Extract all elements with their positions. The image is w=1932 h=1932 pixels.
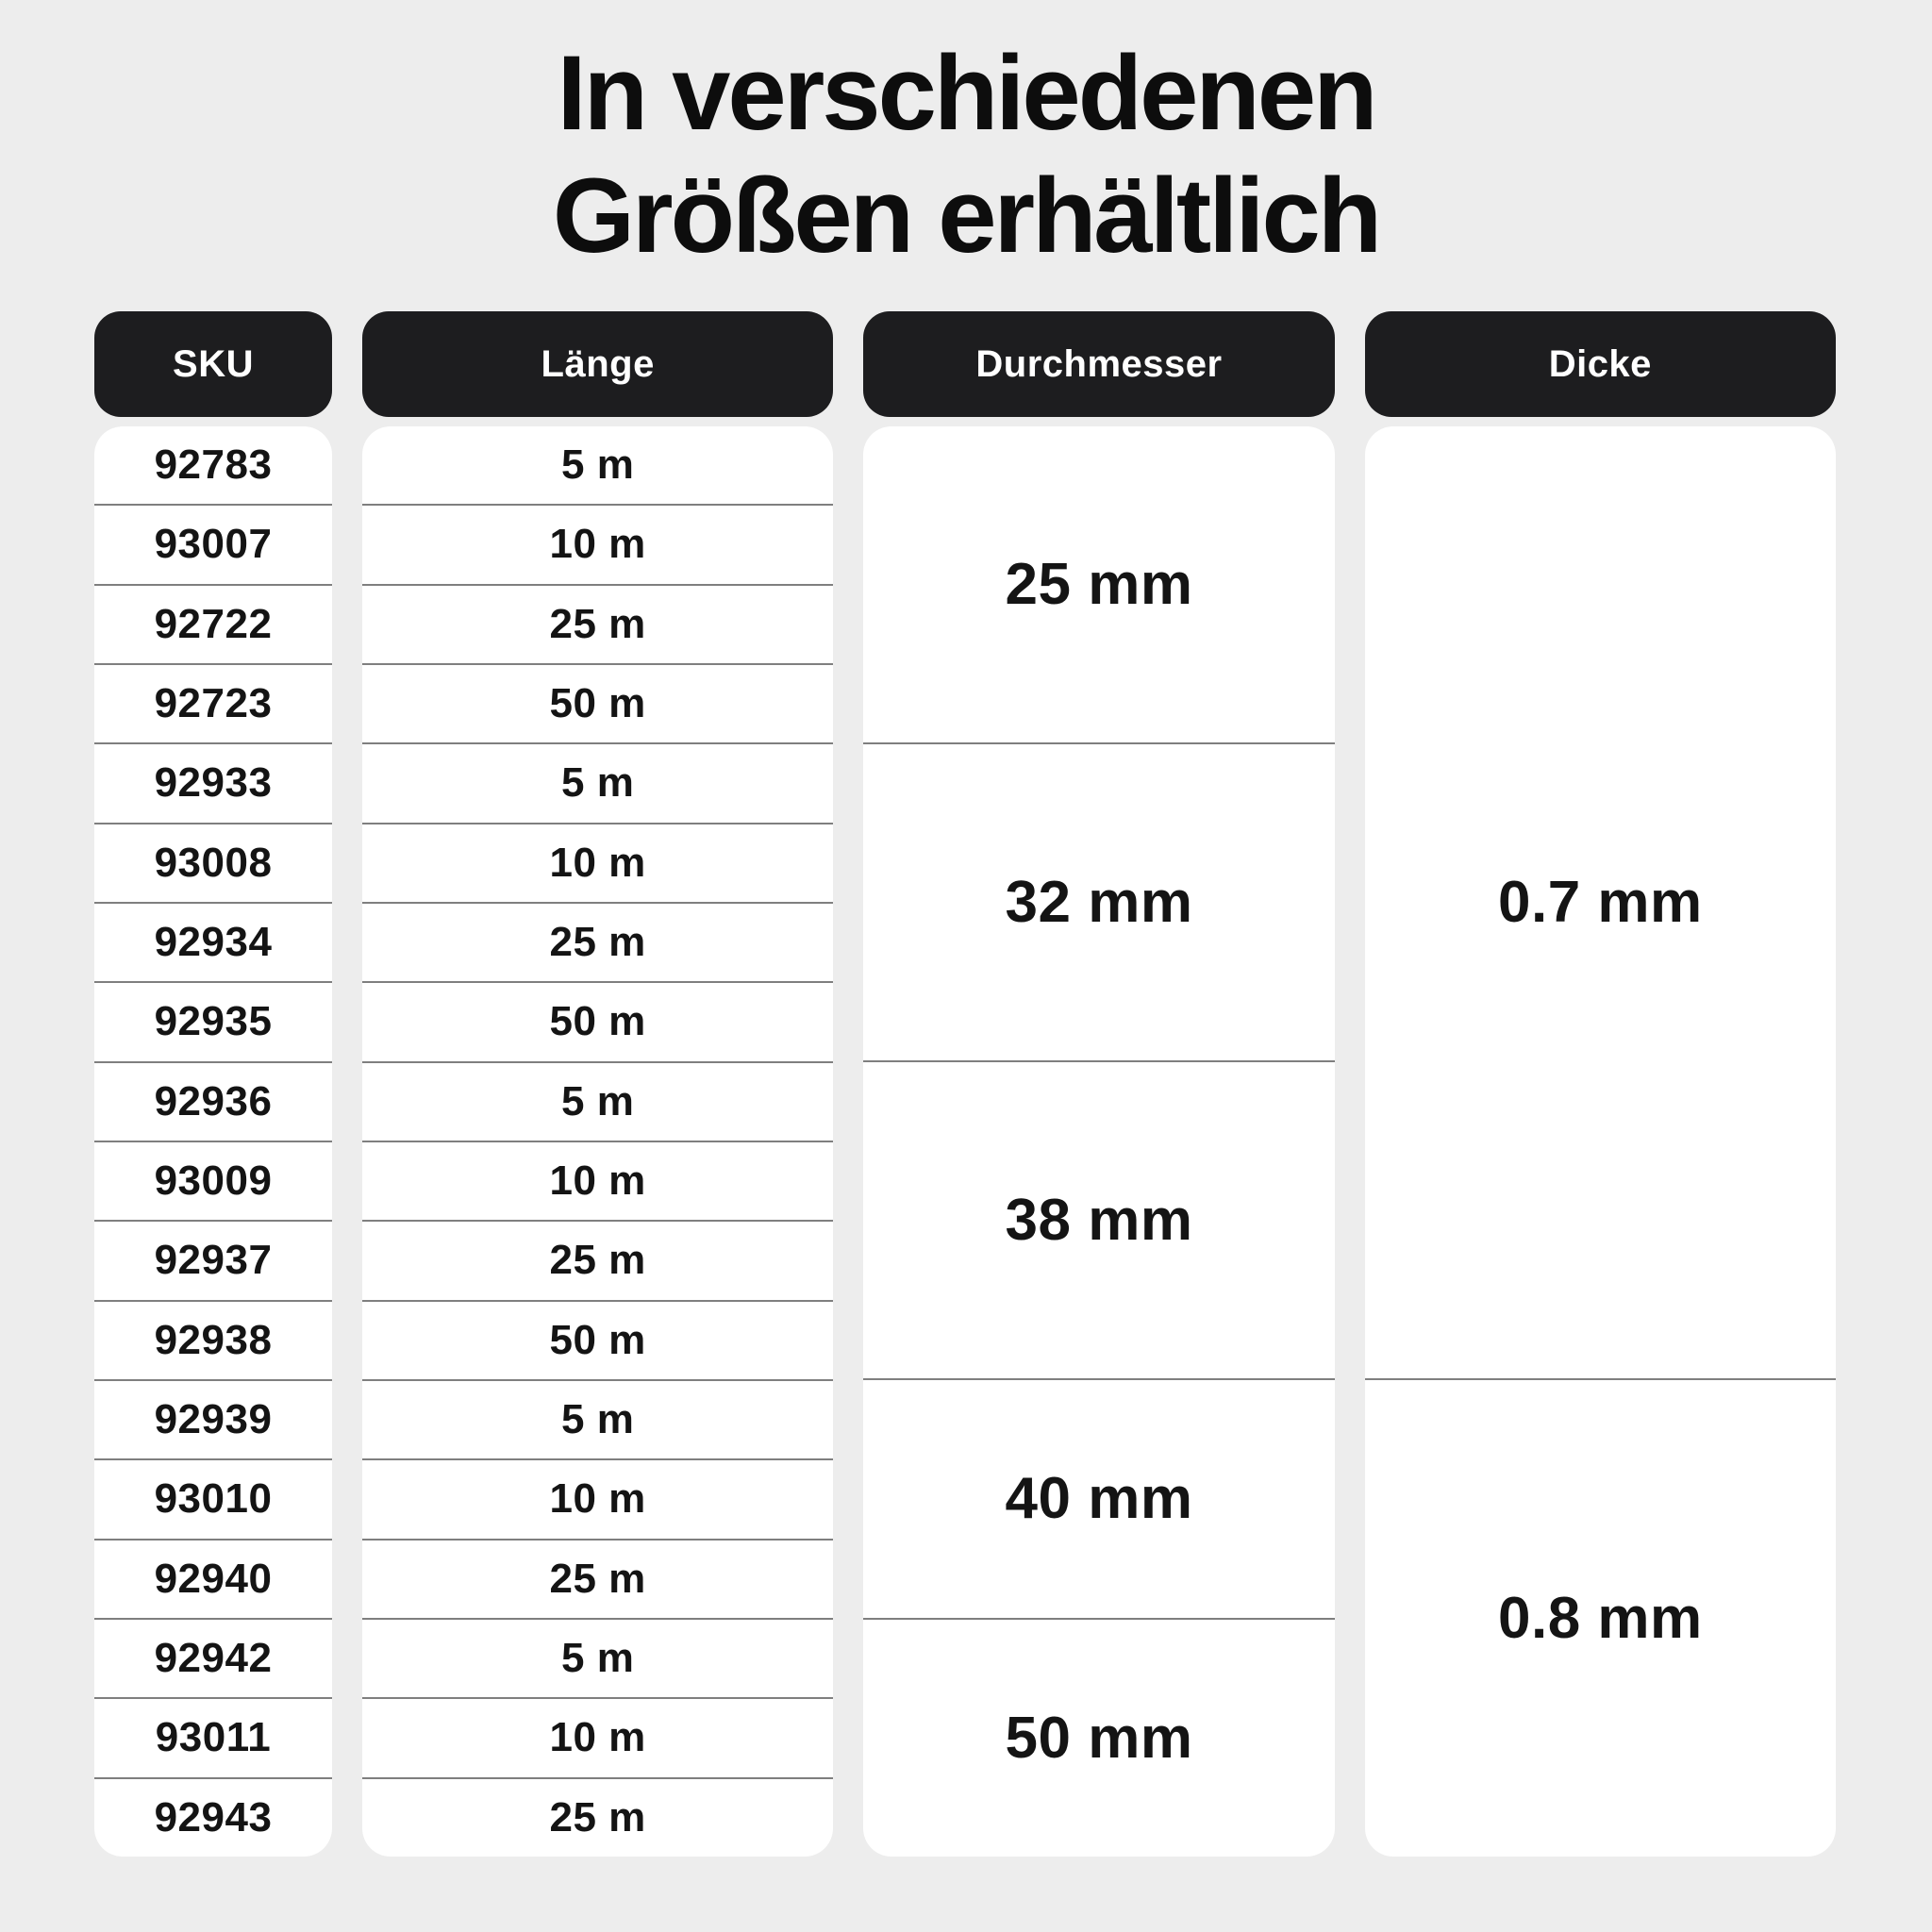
sku-cell: 92723 [94, 663, 332, 742]
sku-cell: 93008 [94, 823, 332, 902]
laenge-cell: 5 m [362, 1061, 833, 1141]
laenge-cell: 50 m [362, 981, 833, 1060]
durchmesser-group-cell: 40 mm [863, 1378, 1334, 1617]
column-header-laenge: Länge [362, 311, 833, 417]
column-dicke [1365, 311, 1836, 1857]
laenge-cell: 5 m [362, 742, 833, 822]
column-sku [94, 311, 332, 1857]
laenge-cell: 5 m [362, 1379, 833, 1458]
laenge-cell: 10 m [362, 1141, 833, 1220]
size-table [94, 311, 1836, 1857]
column-header-sku: SKU [94, 311, 332, 417]
sku-cell: 92937 [94, 1220, 332, 1299]
durchmesser-column-body [863, 426, 1334, 1857]
laenge-column-body [362, 426, 833, 1857]
durchmesser-group-cell: 25 mm [1005, 552, 1193, 618]
laenge-cell: 10 m [362, 1458, 833, 1538]
sku-cell: 92934 [94, 902, 332, 981]
page-title [0, 32, 1932, 277]
sku-cell: 92935 [94, 981, 332, 1060]
laenge-cell: 50 m [362, 663, 833, 742]
sku-cell: 93007 [94, 504, 332, 583]
laenge-cell: 5 m [561, 441, 635, 489]
laenge-cell: 25 m [362, 1777, 833, 1857]
dicke-column-body [1365, 426, 1836, 1857]
sku-column-body [94, 426, 332, 1857]
sku-cell: 92783 [154, 441, 273, 489]
laenge-cell: 10 m [362, 504, 833, 583]
dicke-group-cell: 0.8 mm [1365, 1378, 1836, 1857]
page-title-line-1: In verschiedenen [557, 34, 1375, 152]
durchmesser-group-cell: 32 mm [863, 742, 1334, 1060]
laenge-cell: 5 m [362, 1618, 833, 1697]
laenge-cell: 50 m [362, 1300, 833, 1379]
column-durchmesser [863, 311, 1334, 1857]
sku-cell: 92943 [94, 1777, 332, 1857]
durchmesser-group-cell: 50 mm [863, 1618, 1334, 1857]
laenge-cell: 25 m [362, 1220, 833, 1299]
sku-cell: 93010 [94, 1458, 332, 1538]
sku-cell: 92940 [94, 1539, 332, 1618]
dicke-group-cell: 0.7 mm [1497, 870, 1703, 936]
laenge-cell: 25 m [362, 1539, 833, 1618]
sku-cell: 93009 [94, 1141, 332, 1220]
column-header-dicke: Dicke [1365, 311, 1836, 417]
sku-cell: 92939 [94, 1379, 332, 1458]
sku-cell: 92938 [94, 1300, 332, 1379]
column-header-durchmesser: Durchmesser [863, 311, 1334, 417]
laenge-cell: 10 m [362, 1697, 833, 1776]
laenge-cell: 25 m [362, 584, 833, 663]
sku-cell: 93011 [94, 1697, 332, 1776]
laenge-cell: 25 m [362, 902, 833, 981]
sku-cell: 92722 [94, 584, 332, 663]
durchmesser-group-cell: 38 mm [863, 1060, 1334, 1378]
page-title-line-2: Größen erhältlich [552, 156, 1380, 275]
sku-cell: 92936 [94, 1061, 332, 1141]
sku-cell: 92942 [94, 1618, 332, 1697]
column-laenge [362, 311, 833, 1857]
laenge-cell: 10 m [362, 823, 833, 902]
sku-cell: 92933 [94, 742, 332, 822]
